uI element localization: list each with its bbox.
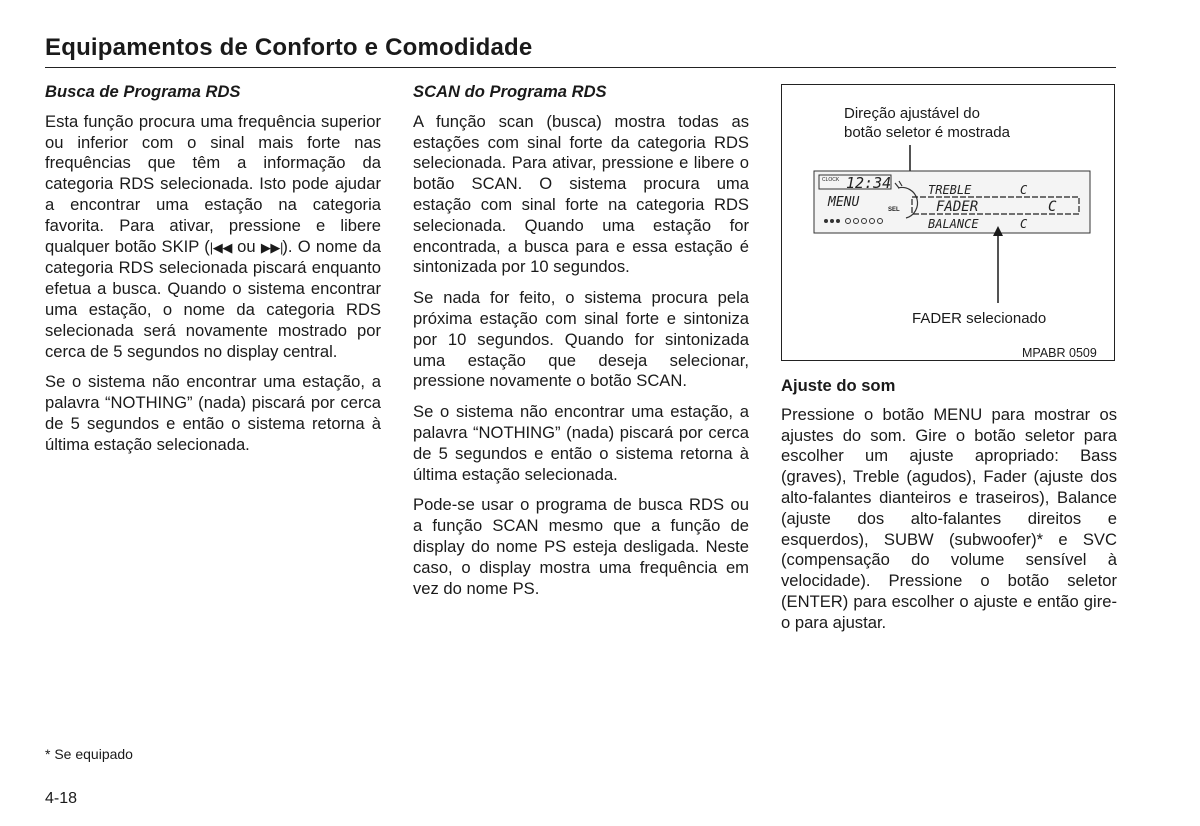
- treble-marker: C: [1020, 183, 1028, 197]
- title-divider: [45, 67, 1116, 68]
- page-title: Equipamentos de Conforto e Comodidade: [45, 34, 533, 61]
- section-heading-rds-scan: SCAN do Programa RDS: [413, 82, 607, 101]
- section-heading-rds-search: Busca de Programa RDS: [45, 82, 241, 101]
- figure-caption-bottom: FADER selecionado: [912, 310, 1047, 327]
- paragraph-text: ou: [231, 236, 261, 256]
- column-rds-search: [45, 82, 381, 466]
- menu-row-balance: BALANCE: [928, 217, 979, 231]
- paragraph: [45, 112, 381, 363]
- skip-back-icon: |◀◀: [209, 239, 232, 255]
- paragraph-text: Esta função procura uma frequência superior ou inferior com o sinal mais forte nas frequências que têm a informação da categoria RDS selecionada. Isto pode ajudar a encontrar uma estação na categoria favorita. Para ativar, pressione e libere qualquer botão SKIP (: [45, 111, 381, 256]
- paragraph: Se o sistema não encontrar uma estação, a palavra “NOTHING” (nada) piscará por cerca de 5 segundos e então o sistema retorna à última estação selecionada.: [413, 402, 749, 484]
- display-figure: [781, 84, 1115, 361]
- sel-label: SEL: [888, 207, 900, 213]
- paragraph: Pressione o botão MENU para mostrar os ajustes do som. Gire o botão seletor para escolher um ajuste apropriado: Bass (graves), Treble (agudos), Fader (ajuste dos alto-falantes dianteiros e traseiros), Balance (ajuste dos alto-falantes direitos e esquerdos), SUBW (subwoofer)* e SVC (compensação do volume sensível à velocidade). Pressione o botão seletor (ENTER) para escolher o ajuste e então gire-o para ajustar.: [781, 404, 1117, 632]
- clock-time: 12:34: [846, 174, 892, 192]
- figure-code: MPABR 0509: [1022, 346, 1097, 360]
- paragraph: Se o sistema não encontrar uma estação, a palavra “NOTHING” (nada) piscará por cerca de 5 segundos e então o sistema retorna à última estação selecionada.: [45, 372, 381, 454]
- balance-marker: C: [1020, 217, 1028, 231]
- menu-row-treble: TREBLE: [928, 183, 972, 197]
- fader-marker: C: [1048, 199, 1057, 215]
- paragraph: A função scan (busca) mostra todas as estações com sinal forte da categoria RDS selecionada. Para ativar, pressione e libere o botão SCAN. O sistema procura uma estação com sinal forte na categoria RDS selecionada. Quando uma estação for encontrada, a busca para e essa estação é sintonizada por 10 segundos.: [413, 111, 749, 277]
- menu-row-fader: FADER: [936, 199, 979, 215]
- footnote: * Se equipado: [45, 746, 133, 762]
- display-illustration: [782, 85, 1116, 362]
- clock-label: CLOCK: [822, 177, 840, 183]
- column-sound-adjust: [781, 376, 1117, 644]
- figure-caption-top: Direção ajustável do: [844, 105, 980, 122]
- skip-forward-icon: ▶▶|: [260, 239, 283, 255]
- column-rds-scan: [413, 82, 749, 609]
- section-heading-sound: Ajuste do som: [781, 376, 896, 395]
- paragraph-text: ). O nome da categoria RDS selecionada piscará enquanto efetua a busca. Quando o sistema encontrar uma estação, o nome da categoria RDS selecionada será novamente mostrado por cerca de 5 segundos no display central.: [45, 236, 382, 361]
- figure-caption-top: botão seletor é mostrada: [844, 124, 1010, 141]
- menu-label: MENU: [828, 195, 860, 210]
- page-number: 4-18: [45, 790, 78, 807]
- paragraph: Se nada for feito, o sistema procura pela próxima estação com sinal forte e sintoniza por 10 segundos. Quando for sintonizada uma estação que deseja selecionar, pressione novamente o botão SCAN.: [413, 288, 749, 391]
- paragraph: Pode-se usar o programa de busca RDS ou a função SCAN mesmo que a função de display do nome PS esteja desligada. Neste caso, o display mostra uma frequência em vez do nome PS.: [413, 495, 749, 598]
